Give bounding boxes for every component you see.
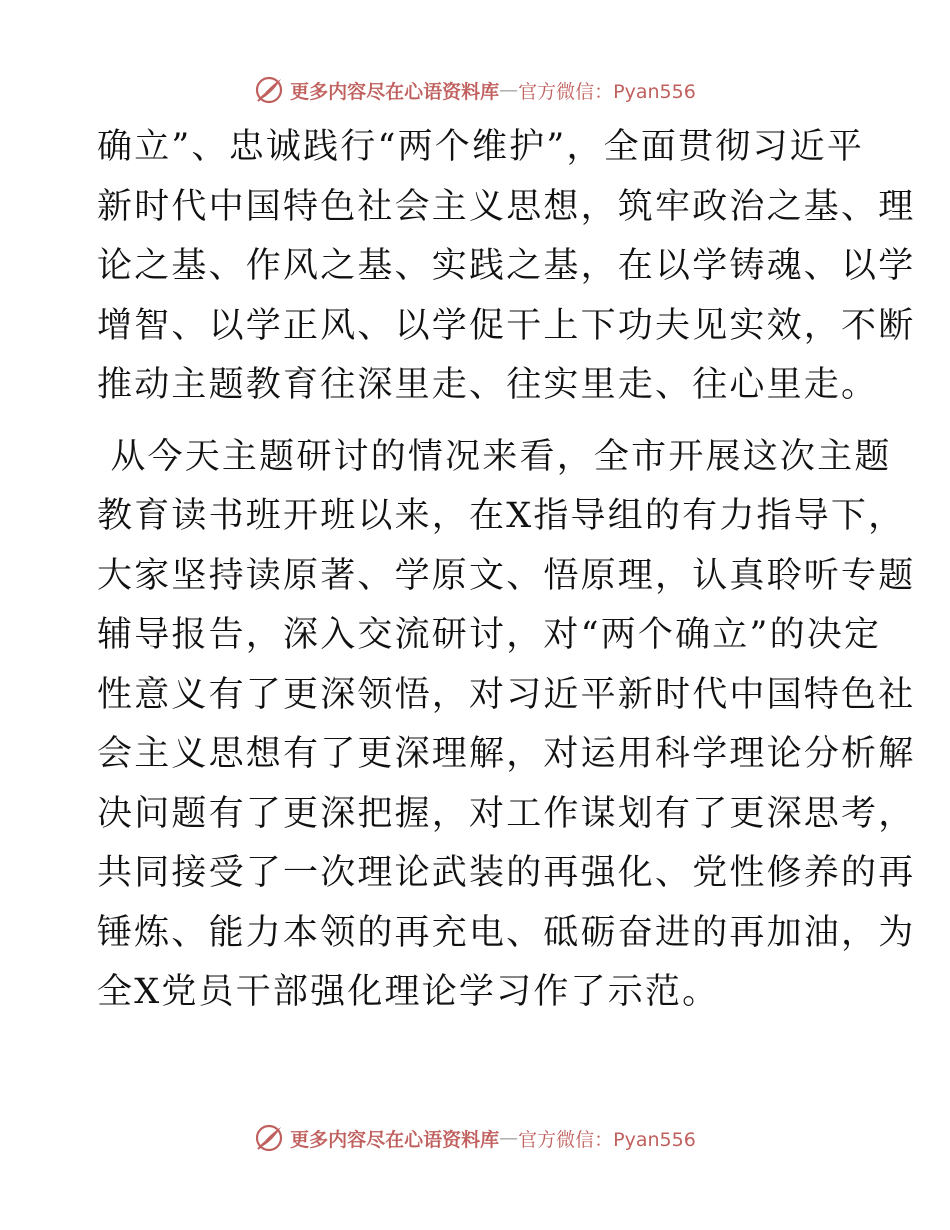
watermark-wechat-text: 官方微信：Pyan556	[518, 80, 696, 103]
text-line: 教育读书班开班以来，在X指导组的有力指导下，	[97, 496, 906, 536]
watermark-separator: —	[499, 79, 519, 101]
text-line: 确立”、忠诚践行“两个维护”，全面贯彻习近平	[97, 127, 865, 167]
text-line: 新时代中国特色社会主义思想，筑牢政治之基、理	[97, 186, 916, 227]
watermark-lead-text: 更多内容尽在心语资料库	[290, 1128, 500, 1151]
watermark-separator: —	[499, 1127, 519, 1149]
text-line: 共同接受了一次理论武装的再强化、党性修养的再	[97, 853, 916, 893]
text-line: 论之基、作风之基、实践之基，在以学铸魂、以学	[97, 246, 916, 286]
text-line: 辅导报告，深入交流研讨，对“两个确立”的决定	[97, 615, 882, 655]
watermark-footer	[0, 1120, 950, 1156]
text-line: 锤炼、能力本领的再充电、砥砺奋进的再加油，为	[97, 912, 916, 953]
text-line: 性意义有了更深领悟，对习近平新时代中国特色社	[97, 674, 916, 715]
paragraph-2	[97, 428, 916, 1023]
text-line: 增智、以学正风、以学促干上下功夫见实效，不断	[97, 305, 916, 346]
text-line: 会主义思想有了更深理解，对运用科学理论分析解	[97, 734, 916, 774]
text-line: 决问题有了更深把握，对工作谋划有了更深思考，	[97, 793, 916, 834]
paragraph-1	[97, 118, 916, 416]
text-line: 全X党员干部强化理论学习作了示范。	[97, 972, 720, 1012]
watermark-lead-text: 更多内容尽在心语资料库	[290, 80, 500, 103]
quill-pen-logo-icon	[254, 75, 284, 105]
watermark-wechat-text: 官方微信：Pyan556	[518, 1128, 696, 1151]
text-line: 大家坚持读原著、学原文、悟原理，认真聆听专题	[97, 555, 916, 596]
watermark-header	[0, 72, 950, 108]
quill-pen-logo-icon	[254, 1123, 284, 1153]
document-body	[97, 118, 916, 1023]
text-line: 推动主题教育往深里走、往实里走、往心里走。	[97, 365, 879, 405]
text-line: 从今天主题研讨的情况来看，全市开展这次主题	[97, 436, 892, 477]
